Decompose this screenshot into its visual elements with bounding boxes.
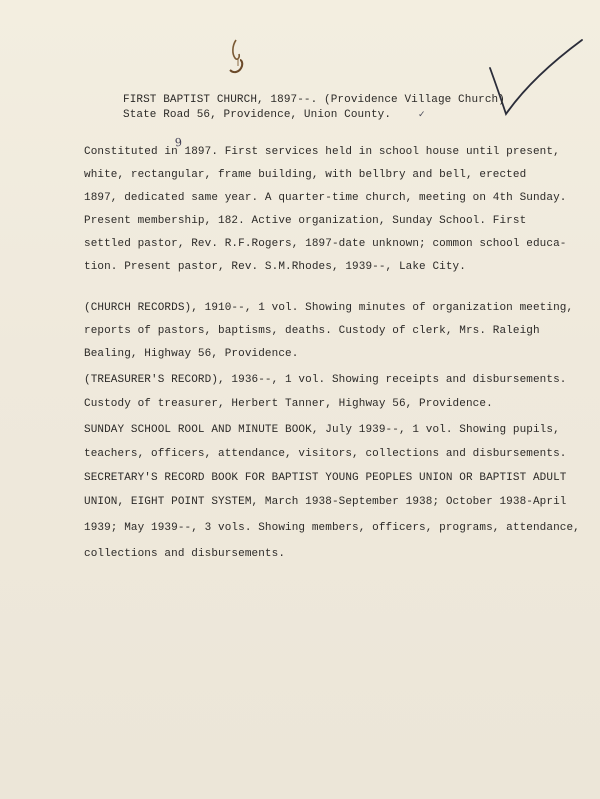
record-line-3: Bealing, Highway 56, Providence. xyxy=(84,348,299,360)
record-line-7: teachers, officers, attendance, visitors, collections and disbursements. xyxy=(84,448,567,460)
body-paragraph xyxy=(84,146,567,273)
record-line-11: collections and disbursements. xyxy=(84,548,286,560)
body-line-3: 1897, dedicated same year. A quarter-time church, meeting on 4th Sunday. xyxy=(84,192,567,204)
records-section xyxy=(84,302,580,560)
heading-block xyxy=(123,94,505,142)
body-line-2: white, rectangular, frame building, with bellbry and bell, erected xyxy=(84,169,527,181)
record-line-4: (TREASURER'S RECORD), 1936--, 1 vol. Showing receipts and disbursements. xyxy=(84,374,567,386)
record-line-6: SUNDAY SCHOOL ROOL AND MINUTE BOOK, July 1939--, 1 vol. Showing pupils, xyxy=(84,424,560,436)
record-line-1: (CHURCH RECORDS), 1910--, 1 vol. Showing minutes of organization meeting, xyxy=(84,302,574,314)
record-line-5: Custody of treasurer, Herbert Tanner, Highway 56, Providence. xyxy=(84,398,493,410)
check-mark-icon xyxy=(486,34,586,124)
heading-line-2: State Road 56, Providence, Union County. xyxy=(123,109,392,121)
small-tick-mark: ✓ xyxy=(418,110,426,120)
body-line-4: Present membership, 182. Active organization, Sunday School. First xyxy=(84,215,527,227)
record-line-9: UNION, EIGHT POINT SYSTEM, March 1938-September 1938; October 1938-April xyxy=(84,496,567,508)
body-line-6: tion. Present pastor, Rev. S.M.Rhodes, 1939--, Lake City. xyxy=(84,261,466,273)
record-line-10: 1939; May 1939--, 3 vols. Showing members, officers, programs, attendance, xyxy=(84,522,580,534)
handwritten-correction: 9 xyxy=(174,135,183,150)
record-line-8: SECRETARY'S RECORD BOOK FOR BAPTIST YOUNG PEOPLES UNION OR BAPTIST ADULT xyxy=(84,472,567,484)
body-line-1: Constituted in 1897. First services held in school house until present, xyxy=(84,146,560,158)
staple-mark-icon xyxy=(222,36,252,86)
body-line-5: settled pastor, Rev. R.F.Rogers, 1897-date unknown; common school educa- xyxy=(84,238,567,250)
record-line-2: reports of pastors, baptisms, deaths. Custody of clerk, Mrs. Raleigh xyxy=(84,325,540,337)
heading-line-1: FIRST BAPTIST CHURCH, 1897--. (Providence Village Church) xyxy=(123,94,505,106)
